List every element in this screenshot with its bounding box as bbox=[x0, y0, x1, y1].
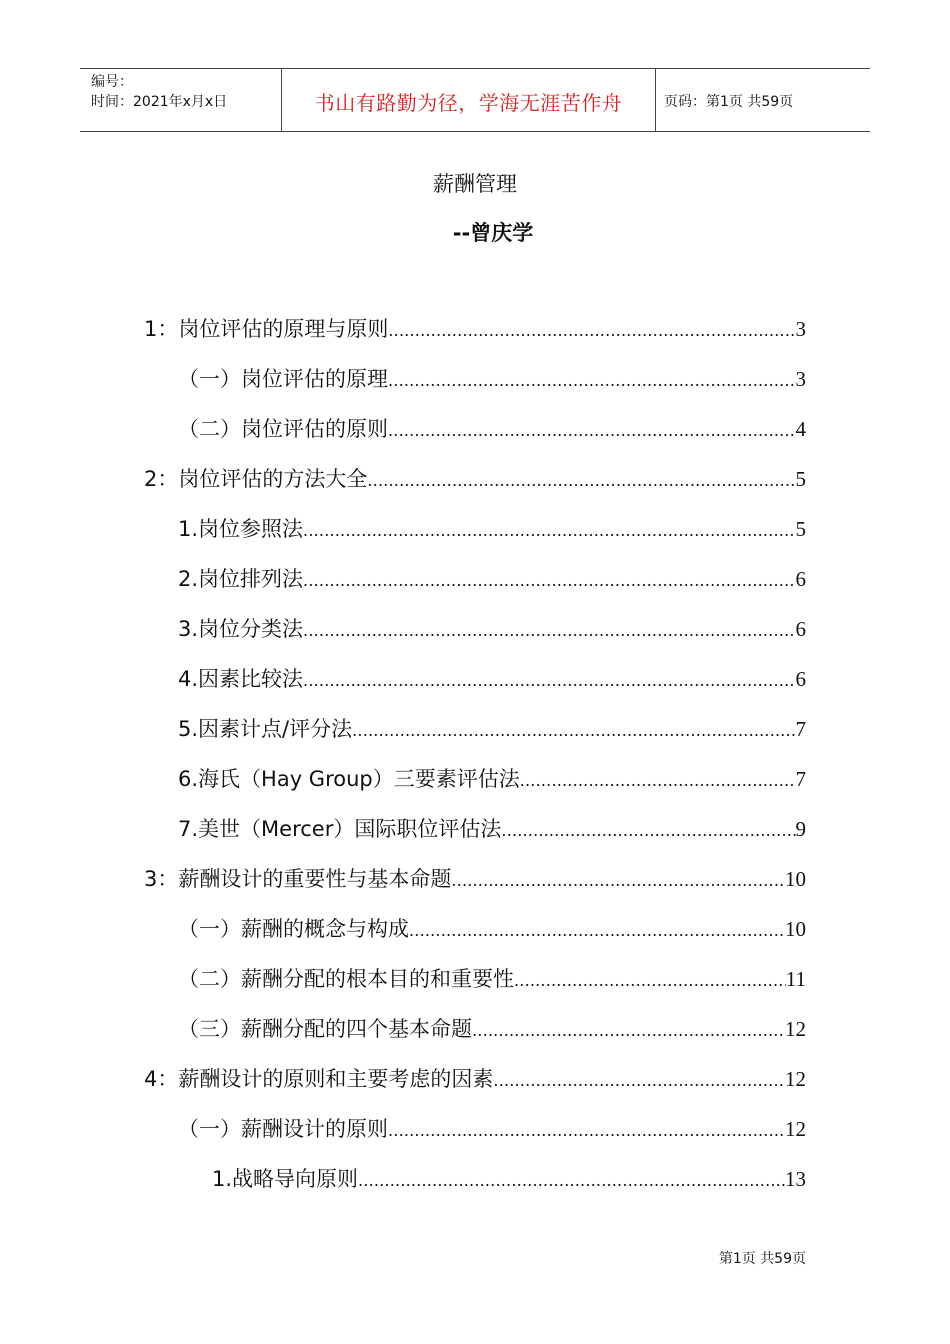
toc-entry-label: 2.岗位排列法 bbox=[178, 567, 304, 591]
toc-entry-page: 13 bbox=[785, 1167, 806, 1191]
toc-entry-page: 6 bbox=[795, 567, 806, 591]
toc-leader-dots bbox=[451, 871, 785, 890]
toc-entry-page: 3 bbox=[795, 367, 806, 391]
header-meta-cell bbox=[80, 69, 281, 131]
toc-entry[interactable] bbox=[178, 363, 806, 397]
toc-entry-label: （二）薪酬分配的根本目的和重要性 bbox=[178, 967, 514, 991]
toc-leader-dots bbox=[388, 421, 796, 440]
toc-entry[interactable] bbox=[178, 963, 806, 997]
toc-entry-label: 1.岗位参照法 bbox=[178, 517, 304, 541]
doc-code-label: 编号： bbox=[91, 74, 133, 90]
toc-entry-page: 10 bbox=[785, 917, 806, 941]
toc-leader-dots bbox=[352, 721, 795, 740]
toc-leader-dots bbox=[409, 921, 785, 940]
toc-entry[interactable] bbox=[178, 713, 806, 747]
toc-entry[interactable] bbox=[178, 813, 806, 847]
toc-entry-page: 3 bbox=[795, 317, 806, 341]
toc-leader-dots bbox=[303, 621, 795, 640]
toc-entry-page: 7 bbox=[795, 717, 806, 741]
toc-entry[interactable] bbox=[178, 1113, 806, 1147]
toc-entry-label: 4.因素比较法 bbox=[178, 667, 304, 691]
toc-entry-page: 12 bbox=[785, 1117, 806, 1141]
toc-entry[interactable] bbox=[212, 1163, 806, 1197]
toc-entry-page: 6 bbox=[795, 667, 806, 691]
toc-leader-dots bbox=[493, 1071, 785, 1090]
header-motto-cell bbox=[281, 69, 656, 131]
toc-leader-dots bbox=[388, 321, 795, 340]
toc-leader-dots bbox=[303, 671, 795, 690]
toc-entry[interactable] bbox=[178, 663, 806, 697]
toc-entry[interactable] bbox=[178, 1013, 806, 1047]
toc-entry[interactable] bbox=[144, 863, 806, 897]
doc-author: --曾庆学 bbox=[452, 221, 534, 245]
toc-leader-dots bbox=[303, 571, 795, 590]
toc-entry[interactable] bbox=[144, 313, 806, 347]
toc-entry-label: 1：岗位评估的原理与原则 bbox=[144, 317, 389, 341]
toc-entry[interactable] bbox=[178, 563, 806, 597]
toc-leader-dots bbox=[303, 521, 795, 540]
toc-entry-label: 4：薪酬设计的原则和主要考虑的因素 bbox=[144, 1067, 494, 1091]
toc-leader-dots bbox=[358, 1171, 785, 1190]
toc-entry[interactable] bbox=[178, 513, 806, 547]
toc-leader-dots bbox=[388, 371, 796, 390]
toc-entry[interactable] bbox=[178, 763, 806, 797]
toc-entry-label: 5.因素计点/评分法 bbox=[178, 717, 353, 741]
toc-entry[interactable] bbox=[178, 913, 806, 947]
toc-entry-label: （二）岗位评估的原则 bbox=[178, 417, 388, 441]
toc-entry-label: 1.战略导向原则 bbox=[212, 1167, 359, 1191]
toc-entry-page: 7 bbox=[795, 767, 806, 791]
header-page-cell bbox=[655, 69, 870, 131]
toc-entry-label: （一）薪酬设计的原则 bbox=[178, 1117, 388, 1141]
toc-leader-dots bbox=[514, 971, 786, 990]
toc-leader-dots bbox=[472, 1021, 785, 1040]
toc-entry[interactable] bbox=[178, 413, 806, 447]
toc-entry-page: 12 bbox=[785, 1067, 806, 1091]
toc-entry-page: 10 bbox=[785, 867, 806, 891]
toc-entry-label: 3.岗位分类法 bbox=[178, 617, 304, 641]
toc-leader-dots bbox=[388, 1121, 785, 1140]
page-footer: 第1页 共59页 bbox=[718, 1251, 806, 1267]
toc-entry-label: （一）薪酬的概念与构成 bbox=[178, 917, 409, 941]
toc-entry-page: 9 bbox=[795, 817, 806, 841]
toc-entry-label: 7.美世（Mercer）国际职位评估法 bbox=[178, 817, 502, 841]
toc-leader-dots bbox=[367, 471, 795, 490]
toc-entry-page: 4 bbox=[795, 417, 806, 441]
toc-entry-page: 11 bbox=[785, 967, 806, 991]
toc-leader-dots bbox=[501, 821, 795, 840]
toc-entry-page: 5 bbox=[795, 467, 806, 491]
toc-entry[interactable] bbox=[178, 613, 806, 647]
toc-entry-label: 3：薪酬设计的重要性与基本命题 bbox=[144, 867, 452, 891]
header-motto: 书山有路勤为径，学海无涯苦作舟 bbox=[314, 91, 623, 115]
toc-entry-label: 2：岗位评估的方法大全 bbox=[144, 467, 368, 491]
doc-time-label: 时间：2021年x月x日 bbox=[91, 94, 228, 110]
doc-title: 薪酬管理 bbox=[433, 172, 517, 196]
toc-entry-label: （三）薪酬分配的四个基本命题 bbox=[178, 1017, 472, 1041]
toc-entry[interactable] bbox=[144, 1063, 806, 1097]
page-header bbox=[80, 68, 870, 132]
toc-entry-page: 12 bbox=[785, 1017, 806, 1041]
toc-leader-dots bbox=[520, 771, 796, 790]
toc-entry-page: 6 bbox=[795, 617, 806, 641]
toc-entry[interactable] bbox=[144, 463, 806, 497]
toc-entry-page: 5 bbox=[795, 517, 806, 541]
header-page-info: 页码：第1页 共59页 bbox=[664, 94, 794, 110]
toc-entry-label: 6.海氏（Hay Group）三要素评估法 bbox=[178, 767, 520, 791]
toc-entry-label: （一）岗位评估的原理 bbox=[178, 367, 388, 391]
